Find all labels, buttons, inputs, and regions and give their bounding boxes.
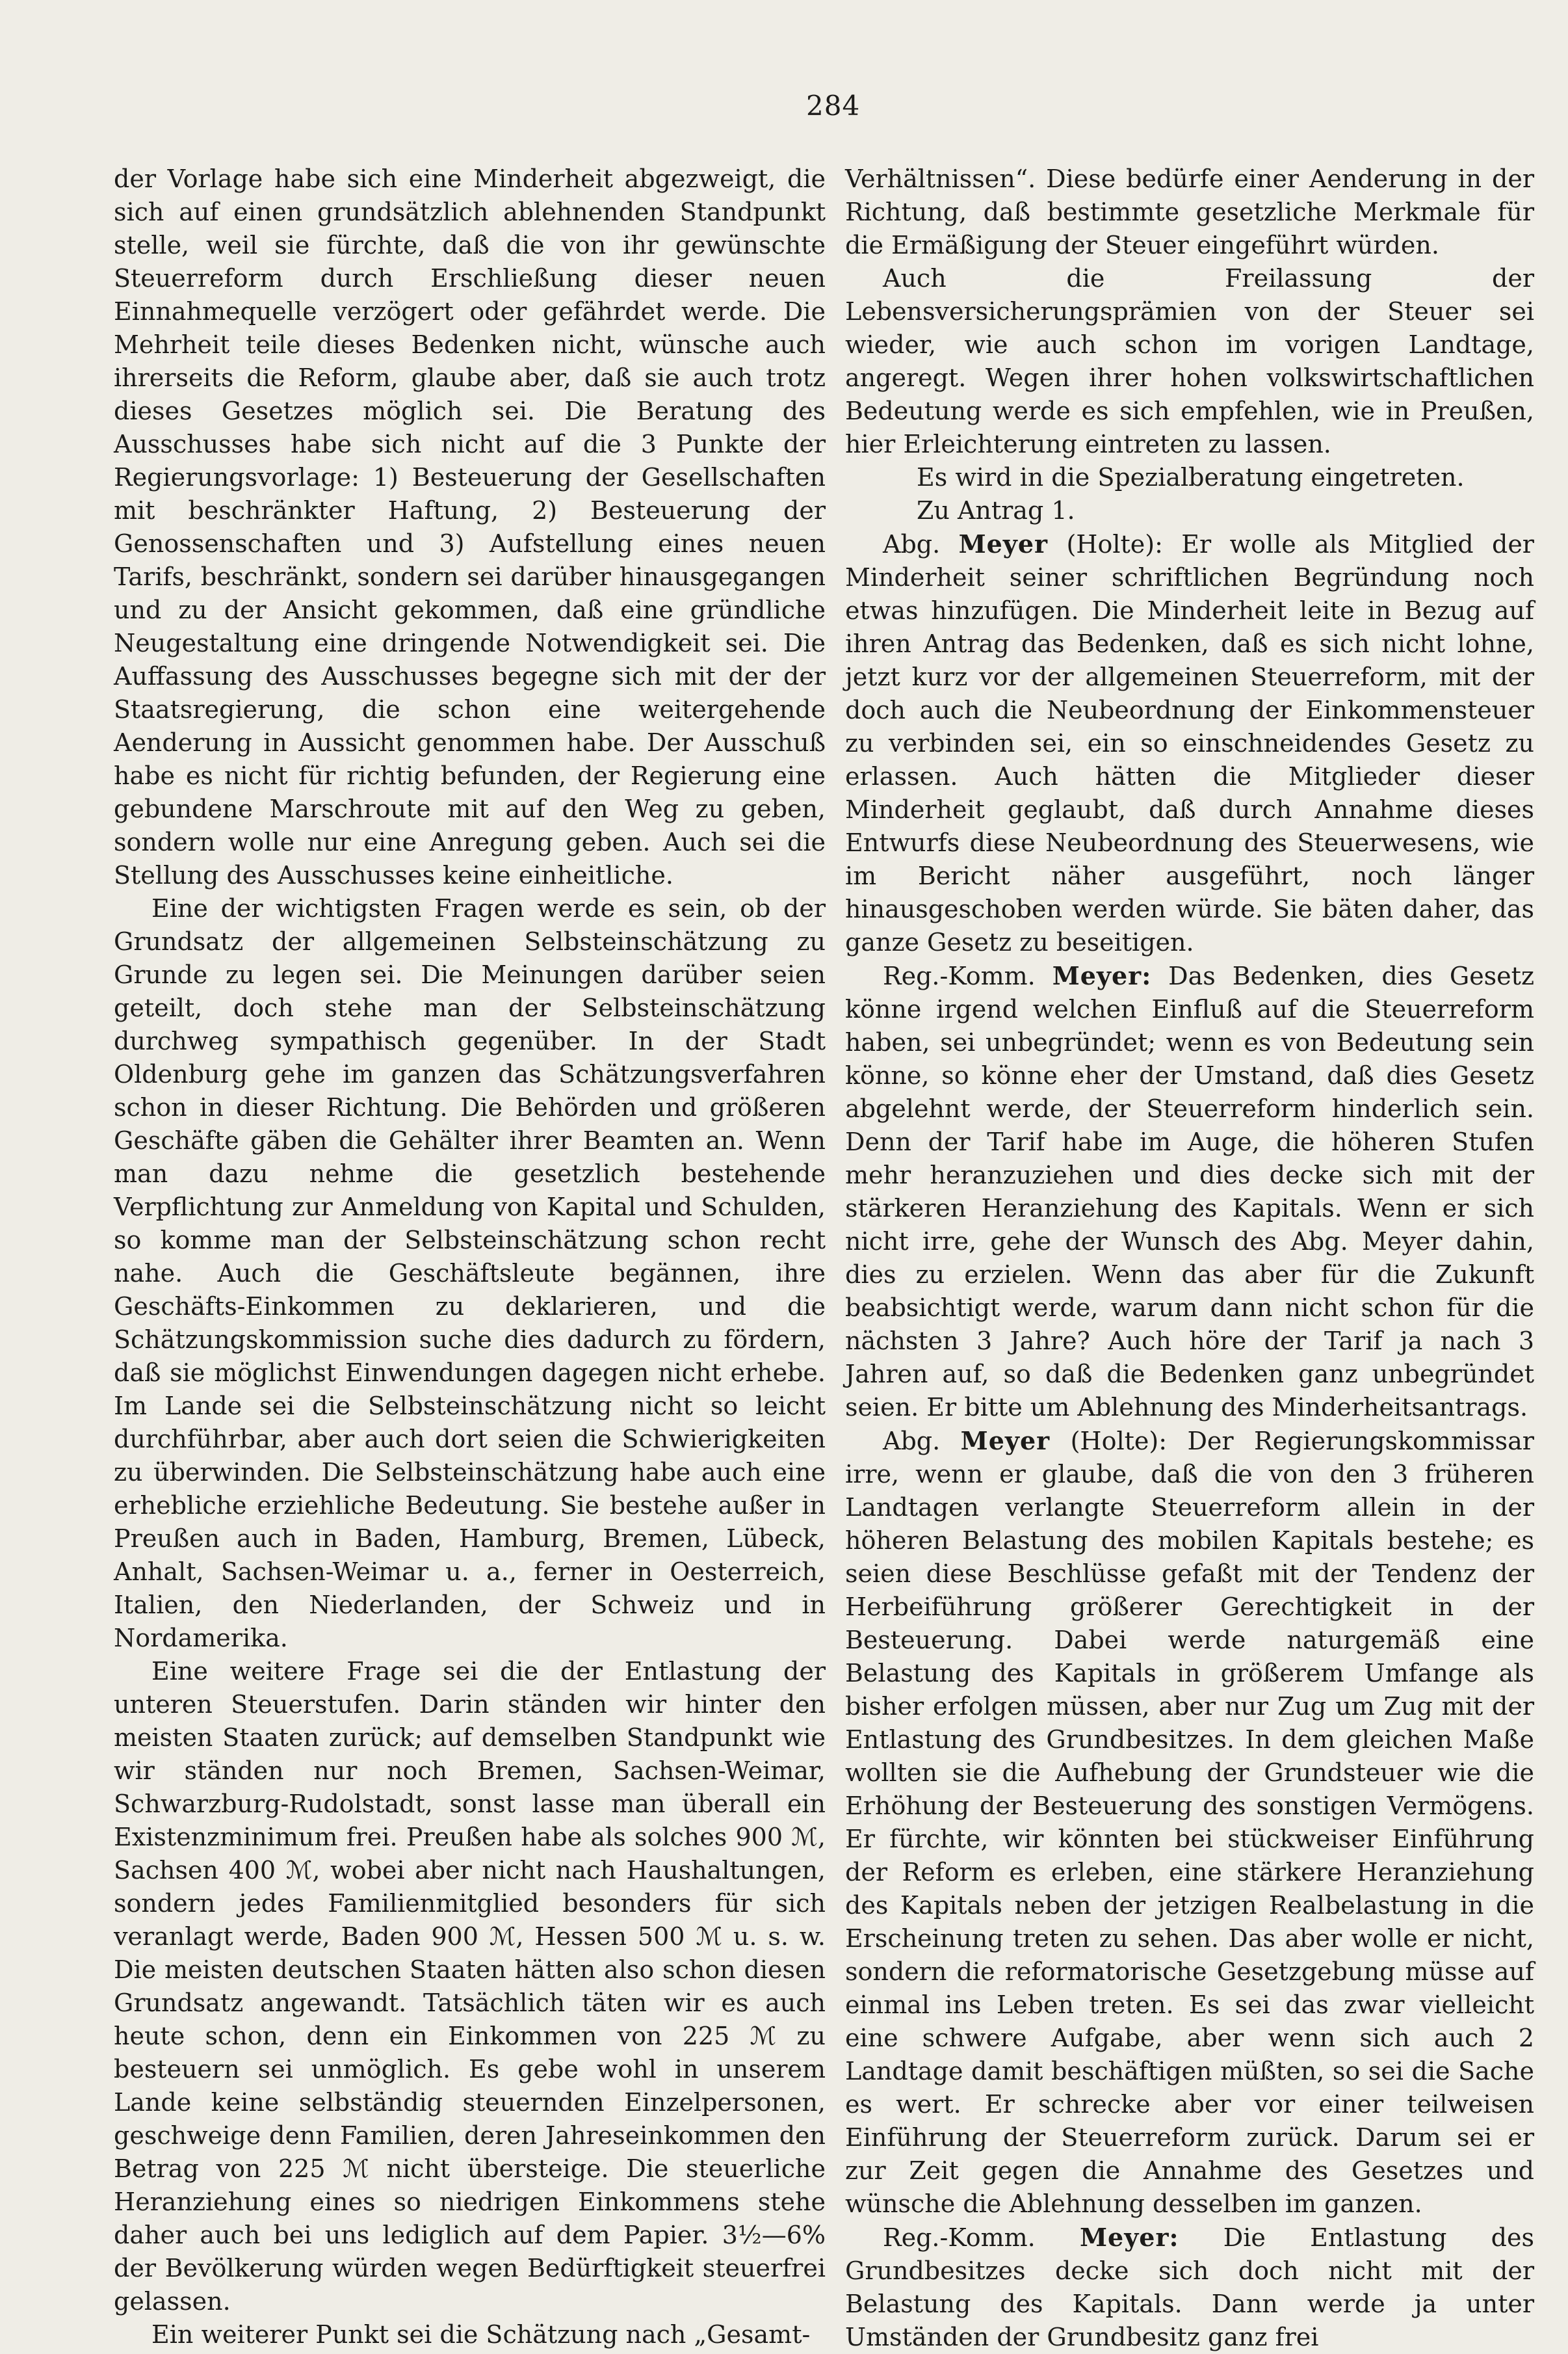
speech-text: Das Bedenken, dies Gesetz könne irgend welchen Einfluß auf die Steuerreform haben, sei unbegründet; wenn es von Bedeutung sein könne, so könne eher der Umstand, daß dies Gesetz abgelehnt werde, der Steuerreform hinderlich sein. Denn der Tarif habe im Auge, die höheren Stufen mehr heranzuziehen und dies decke sich mit der stärkeren Heranziehung des Kapitals. Wenn er sich nicht irre, gehe der Wunsch des Abg. Meyer dahin, dies zu erzielen. Wenn das aber für die Zukunft beabsichtigt werde, warum dann nicht schon für die nächsten 3 Jahre? Auch höre der Tarif ja nach 3 Jahren auf, so daß die Bedenken ganz unbegründet seien. Er bitte um Ablehnung des Minderheitsantrags. [845, 962, 1534, 1422]
speaker-title: Reg.-Komm. [883, 2223, 1036, 2252]
speaker-name: Meyer: [1052, 961, 1152, 990]
speaker-name: Meyer: [1079, 2223, 1179, 2252]
speech-text: (Holte): Der Regierungskommissar irre, wenn er glaube, daß die von den 3 früheren Landtagen verlangte Steuerreform allein in der höheren Belastung des mobilen Kapitals bestehe; es seien diese Beschlüsse gefaßt mit der Tendenz der Herbeiführung größerer Gerechtigkeit in der Besteuerung. Dabei werde naturgemäß eine Belastung des Kapitals in größerem Umfange als bisher erfolgen müssen, aber nur Zug um Zug mit der Entlastung des Grundbesitzes. In dem gleichen Maße wollten sie die Aufhebung der Grundsteuer wie die Erhöhung der Besteuerung des sonstigen Vermögens. Er fürchte, wir könnten bei stückweiser Einführung der Reform es erleben, eine stärkere Heranziehung des Kapitals neben der jetzigen Realbelastung in die Erscheinung treten zu sehen. Das aber wolle er nicht, sondern die reformatorische Gesetzgebung müsse auf einmal ins Leben treten. Es sei das zwar vielleicht eine schwere Aufgabe, aber wenn sich auch 2 Landtage damit beschäftigen müßten, so sei die Sache es wert. Er schrecke aber vor einer teilweisen Einführung der Steuerreform zurück. Darum sei er zur Zeit gegen die Annahme des Gesetzes und wünsche die Ablehnung desselben im ganzen. [845, 1427, 1534, 2218]
speaker-name: Meyer [958, 529, 1049, 559]
speech-text: (Holte): Er wolle als Mitglied der Minderheit seiner schriftlichen Begründung noch etwas hinzufügen. Die Minderheit leite in Bezug auf ihren Antrag das Bedenken, daß es sich nicht lohne, jetzt kurz vor der allgemeinen Steuerreform, mit der doch auch die Neubeordnung der Einkommensteuer zu verbinden sei, ein so einschneidendes Gesetz zu erlassen. Auch hätten die Mitglieder dieser Minderheit geglaubt, daß durch Annahme dieses Entwurfs diese Neubeordnung des Steuerwesens, wie im Bericht näher ausgeführt, noch länger hinausgeschoben werden würde. Sie bäten daher, das ganze Gesetz zu beseitigen. [845, 530, 1534, 957]
speech-paragraph [845, 959, 1534, 1424]
speaker-name: Meyer [960, 1426, 1051, 1455]
right-column [845, 163, 1534, 2354]
speaker-title: Abg. [883, 1427, 941, 1455]
paragraph: Verhältnissen“. Diese bedürfe einer Aenderung in der Richtung, daß bestimmte gesetzliche Merkmale für die Ermäßigung der Steuer eingeführt würden. [845, 165, 1534, 259]
paragraph: der Vorlage habe sich eine Minderheit abgezweigt, die sich auf einen grundsätzlich ablehnenden Standpunkt stelle, weil sie fürchte, daß die von ihr gewünschte Steuerreform durch Erschließung dieser neuen Einnahmequelle verzögert oder gefährdet werde. Die Mehrheit teile dieses Bedenken nicht, wünsche auch ihrerseits die Reform, glaube aber, daß sie auch trotz dieses Gesetzes möglich sei. Die Beratung des Ausschusses habe sich nicht auf die 3 Punkte der Regierungsvorlage: 1) Besteuerung der Gesellschaften mit beschränkter Haftung, 2) Besteuerung der Genossenschaften und 3) Aufstellung eines neuen Tarifs, beschränkt, sondern sei darüber hinausgegangen und zu der Ansicht gekommen, daß eine gründliche Neugestaltung eine dringende Notwendigkeit sei. Die Auffassung des Ausschusses begegne sich mit der der Staatsregierung, die schon eine weitergehende Aenderung in Aussicht genommen habe. Der Ausschuß habe es nicht für richtig befunden, der Regierung eine gebundene Marschroute mit auf den Weg zu geben, sondern wolle nur eine Anregung geben. Auch sei die Stellung des Ausschusses keine einheitliche. [114, 165, 826, 890]
speaker-title: Abg. [883, 530, 941, 559]
speech-text: Die Entlastung des Grundbesitzes decke sich doch nicht mit der Belastung des Kapitals. Dann werde ja unter Umständen der Grundbesitz ganz frei [845, 2223, 1534, 2351]
paragraph: Eine der wichtigsten Fragen werde es sein, ob der Grundsatz der allgemeinen Selbsteinschätzung zu Grunde zu legen sei. Die Meinungen darüber seien geteilt, doch stehe man der Selbsteinschätzung durchweg sympathisch gegenüber. In der Stadt Oldenburg gehe im ganzen das Schätzungsverfahren schon in dieser Richtung. Die Behörden und größeren Geschäfte gäben die Gehälter ihrer Beamten an. Wenn man dazu nehme die gesetzlich bestehende Verpflichtung zur Anmeldung von Kapital und Schulden, so komme man der Selbsteinschätzung schon recht nahe. Auch die Geschäftsleute begännen, ihre Geschäfts-Einkommen zu deklarieren, und die Schätzungskommission suche dies dadurch zu fördern, daß sie möglichst Einwendungen dagegen nicht erhebe. Im Lande sei die Selbsteinschätzung nicht so leicht durchführbar, aber auch dort seien die Schwierigkeiten zu überwinden. Die Selbsteinschätzung habe auch eine erhebliche erziehliche Bedeutung. Sie bestehe außer in Preußen auch in Baden, Hamburg, Bremen, Lübeck, Anhalt, Sachsen-Weimar u. a., ferner in Oesterreich, Italien, den Niederlanden, der Schweiz und in Nordamerika. [114, 894, 826, 1652]
paragraph: Es wird in die Spezialberatung eingetreten. [917, 463, 1465, 492]
paragraph: Zu Antrag 1. [917, 496, 1075, 525]
page-number: 284 [806, 90, 861, 122]
speech-paragraph [845, 2221, 1534, 2354]
speech-paragraph [845, 1424, 1534, 2221]
speaker-title: Reg.-Komm. [883, 962, 1036, 990]
paragraph: Ein weiterer Punkt sei die Schätzung nach „Gesamt- [151, 2320, 811, 2349]
left-column [114, 163, 826, 2351]
speech-paragraph [845, 527, 1534, 959]
paragraph: Auch die Freilassung der Lebensversicherungsprämien von der Steuer sei wieder, wie auch schon im vorigen Landtage, angeregt. Wegen ihrer hohen volkswirtschaftlichen Bedeutung werde es sich empfehlen, wie in Preußen, hier Erleichterung eintreten zu lassen. [845, 264, 1534, 458]
paragraph: Eine weitere Frage sei die der Entlastung der unteren Steuerstufen. Darin ständen wir hinter den meisten Staaten zurück; auf demselben Standpunkt wie wir ständen nur noch Bremen, Sachsen-Weimar, Schwarzburg-Rudolstadt, sonst lasse man überall ein Existenzminimum frei. Preußen habe als solches 900 ℳ, Sachsen 400 ℳ, wobei aber nicht nach Haushaltungen, sondern jedes Familienmitglied besonders für sich veranlagt werde, Baden 900 ℳ, Hessen 500 ℳ u. s. w. Die meisten deutschen Staaten hätten also schon diesen Grundsatz angewandt. Tatsächlich täten wir es auch heute schon, denn ein Einkommen von 225 ℳ zu besteuern sei unmöglich. Es gebe wohl in unserem Lande keine selbständig steuernden Einzelpersonen, geschweige denn Familien, deren Jahreseinkommen den Betrag von 225 ℳ nicht übersteige. Die steuerliche Heranziehung eines so niedrigen Einkommens stehe daher auch bei uns lediglich auf dem Papier. 3½—6% der Bevölkerung würden wegen Bedürftigkeit steuerfrei gelassen. [114, 1657, 826, 2316]
